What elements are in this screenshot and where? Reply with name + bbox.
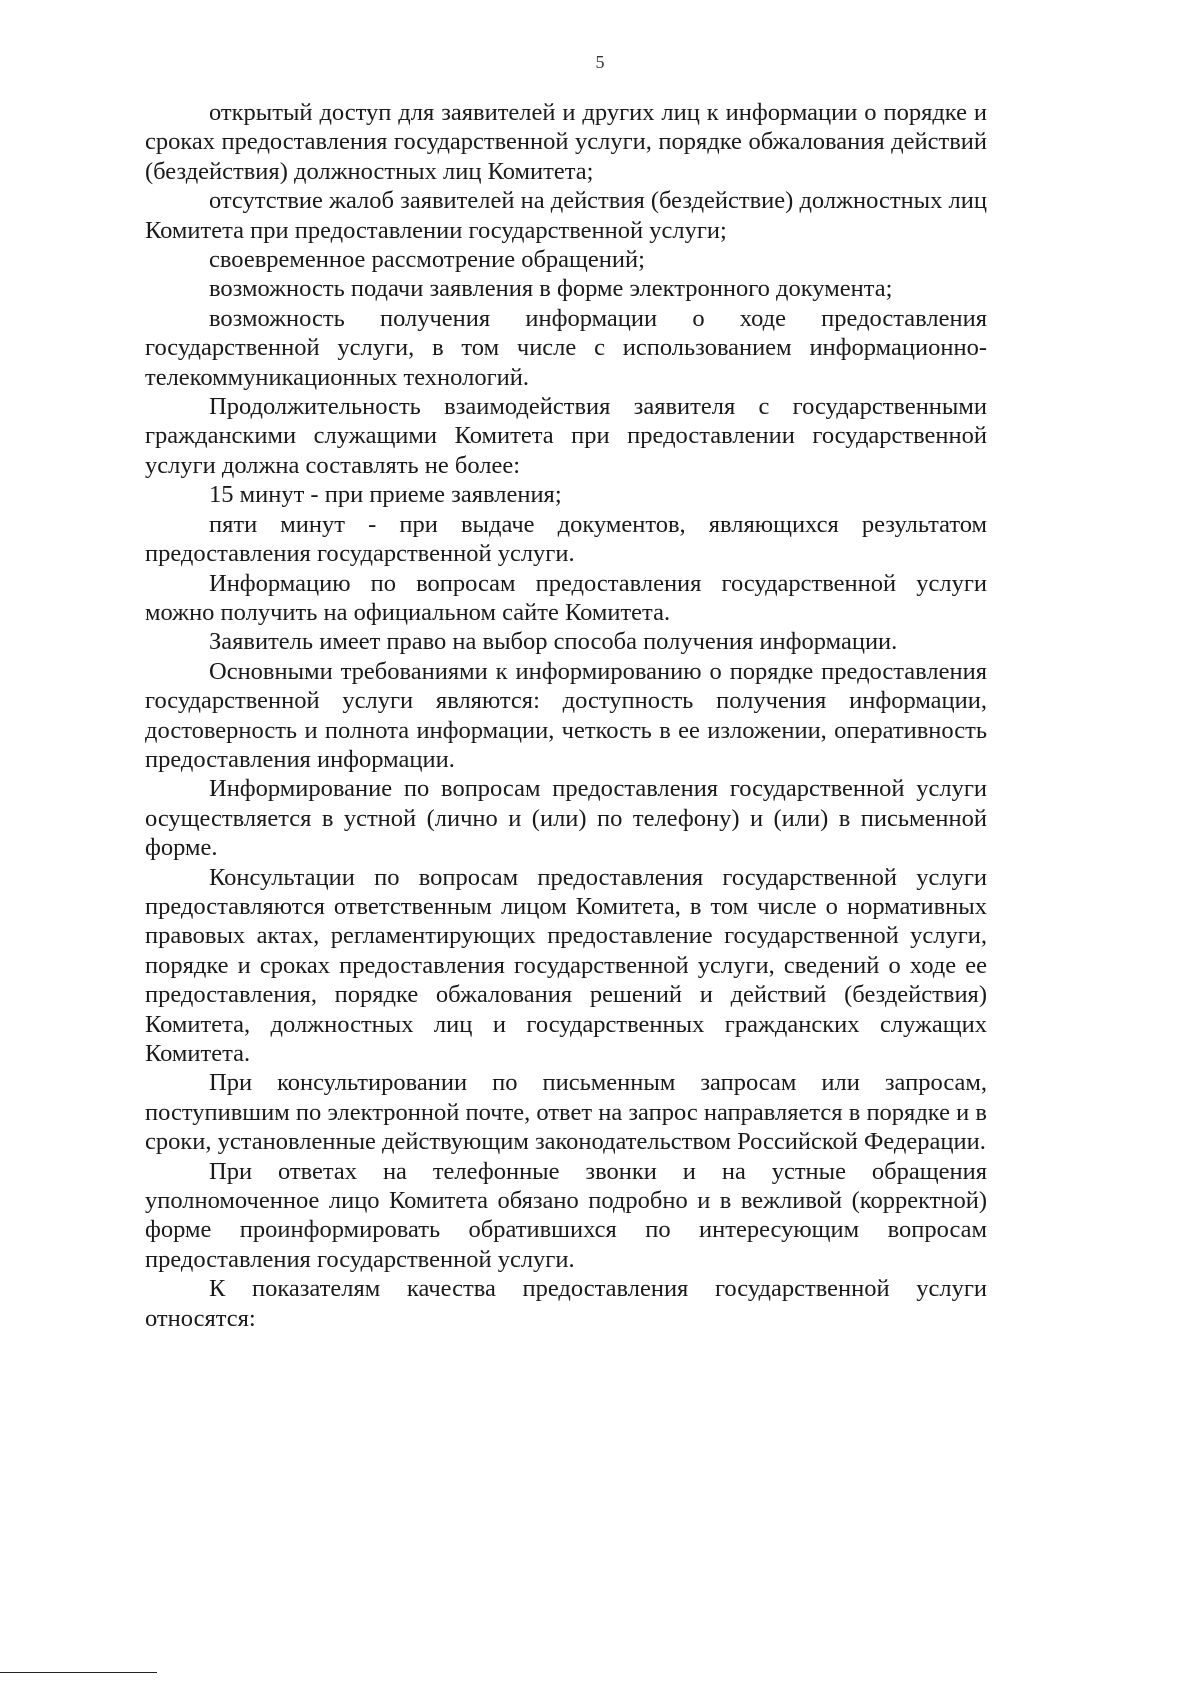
paragraph: Основными требованиями к информированию о порядке предоставления государственной услуги являются: доступность получения информации, достоверность и полнота информации, четкость в ее изложении, оперативность предоставления информации. bbox=[145, 657, 987, 773]
paragraph: Продолжительность взаимодействия заявителя с государственными гражданскими служащими Комитета при предоставлении государственной услуги должна составлять не более: bbox=[145, 393, 987, 479]
paragraph: возможность получения информации о ходе предоставления государственной услуги, в том числе с использованием информационно-телекоммуникационных технологий. bbox=[145, 304, 987, 391]
paragraph: Консультации по вопросам предоставления государственной услуги предоставляются ответственным лицом Комитета, в том числе о нормативных правовых актах, регламентирующих предоставление государственной услуги, порядке и сроках предоставления государственной услуги, сведений о ходе ее предоставления, порядке обжалования решений и действий (бездействия) Комитета, должностных лиц и государственных гражданских служащих Комитета. bbox=[145, 863, 987, 1067]
body-text bbox=[145, 98, 987, 1333]
paragraph: Заявитель имеет право на выбор способа получения информации. bbox=[209, 628, 898, 656]
page-number: 5 bbox=[595, 52, 605, 72]
paragraph: пяти минут - при выдаче документов, являющихся результатом предоставления государственной услуги. bbox=[145, 510, 987, 568]
paragraph: возможность подачи заявления в форме электронного документа; bbox=[209, 275, 893, 303]
paragraph: открытый доступ для заявителей и других лиц к информации о порядке и сроках предоставления государственной услуги, порядке обжалования действий (бездействия) должностных лиц Комитета; bbox=[145, 99, 987, 185]
paragraph: отсутствие жалоб заявителей на действия (бездействие) должностных лиц Комитета при предоставлении государственной услуги; bbox=[145, 187, 987, 244]
paragraph: Информирование по вопросам предоставления государственной услуги осуществляется в устной (лично и (или) по телефону) и (или) в письменной форме. bbox=[145, 775, 987, 862]
paragraph: своевременное рассмотрение обращений; bbox=[209, 246, 645, 274]
footer-rule bbox=[0, 1672, 157, 1673]
paragraph: Информацию по вопросам предоставления государственной услуги можно получить на официальном сайте Комитета. bbox=[145, 569, 987, 626]
paragraph: К показателям качества предоставления государственной услуги относятся: bbox=[145, 1275, 987, 1332]
paragraph: 15 минут - при приеме заявления; bbox=[209, 481, 562, 509]
paragraph: При консультировании по письменным запросам или запросам, поступившим по электронной почте, ответ на запрос направляется в порядке и в сроки, установленные действующим законодательством Российской Федерации. bbox=[145, 1069, 987, 1156]
paragraph: При ответах на телефонные звонки и на устные обращения уполномоченное лицо Комитета обязано подробно и в вежливой (корректной) форме проинформировать обратившихся по интересующим вопросам предоставления государственной услуги. bbox=[145, 1157, 987, 1273]
